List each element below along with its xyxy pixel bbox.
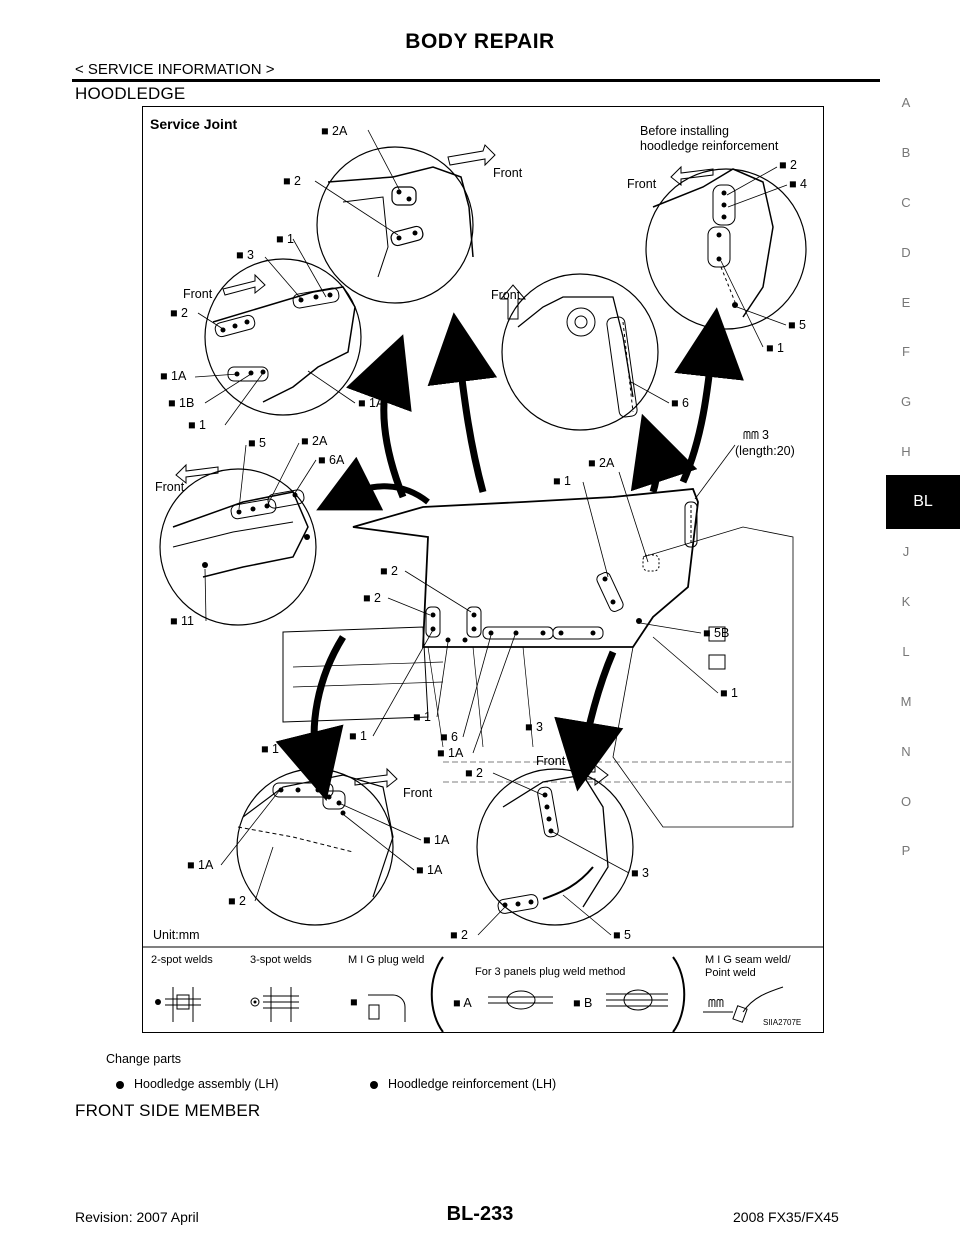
callout-label: ■ 6 [440, 730, 458, 744]
front-label: Front [183, 287, 213, 301]
detail-top-right [627, 124, 807, 355]
front-label: Front [493, 166, 523, 180]
footer-model: 2008 FX35/FX45 [733, 1209, 839, 1225]
bullet-icon [370, 1081, 378, 1089]
callout-label: ■ 11 [170, 614, 195, 628]
section-heading-hoodledge: HOODLEDGE [75, 84, 186, 103]
callout-label: ■ 1A [187, 858, 214, 872]
change-part-item: Hoodledge reinforcement (LH) [370, 1077, 556, 1091]
header-rule [72, 79, 880, 82]
figure-code: SIIA2707E [763, 1018, 802, 1027]
front-label: Front [403, 786, 433, 800]
change-part-item: Hoodledge assembly (LH) [116, 1077, 279, 1091]
figure-title: Service Joint [150, 116, 238, 132]
legend-3-panels: For 3 panels plug weld method [475, 966, 626, 978]
seam-weld-symbol: ᗰᗰ [708, 998, 724, 1010]
callout-label: ■ 1 [276, 232, 294, 246]
section-category: < SERVICE INFORMATION > [75, 61, 275, 78]
front-label: Front [491, 288, 521, 302]
index-tab[interactable]: E [901, 294, 911, 310]
legend-mig-seam: M I G seam weld/ [705, 954, 791, 966]
callout-label: ■ 2A [588, 456, 615, 470]
unit-label: Unit:mm [153, 928, 200, 942]
index-tab[interactable]: O [900, 793, 912, 809]
callout-label: ■ 1A [160, 369, 187, 383]
legend-3-spot: 3-spot welds [250, 954, 312, 966]
detail-left-upper [160, 232, 385, 432]
callout-label: ■ 2 [228, 894, 246, 908]
index-tab[interactable]: K [901, 594, 911, 610]
section-index [886, 78, 933, 876]
callout-label: ■ 1 [261, 742, 279, 756]
index-tab[interactable]: J [902, 544, 910, 560]
plug-weld-symbol: ■ [350, 995, 358, 1009]
callout-label: ■ 1A [437, 746, 464, 760]
callout-label: ■ 2 [779, 158, 797, 172]
callout-label: ■ 1 [766, 341, 784, 355]
callout-label: ■ 2A [321, 124, 348, 138]
detail-middle [491, 274, 689, 430]
callout-label: ■ 2 [363, 591, 381, 605]
index-tab[interactable]: C [901, 194, 911, 210]
front-label: Front [627, 177, 657, 191]
index-tab[interactable]: L [902, 643, 910, 659]
legend-point-weld: Point weld [705, 967, 756, 979]
index-tab[interactable]: N [901, 743, 911, 759]
callout-label: ■ 2 [465, 766, 483, 780]
section-heading-front-side-member: FRONT SIDE MEMBER [75, 1101, 261, 1120]
index-tab[interactable]: H [901, 444, 911, 460]
callout-label: ■ 4 [789, 177, 807, 191]
callout-label: ■ 2 [170, 306, 188, 320]
index-tab[interactable]: M [900, 693, 912, 709]
page-number: BL-233 [446, 1203, 514, 1225]
bullet-icon [116, 1081, 124, 1089]
detail-bottom-left [187, 742, 450, 925]
service-joint-figure [142, 106, 824, 1033]
callout-label: ■ 2A [301, 434, 328, 448]
seam-length: (length:20) [735, 444, 795, 458]
callout-label: ■ 5 [788, 318, 806, 332]
method-a: ■ A [453, 996, 472, 1010]
legend-mig-plug: M I G plug weld [348, 954, 425, 966]
callout-label: ■ 6A [318, 453, 345, 467]
method-b: ■ B [573, 996, 593, 1010]
change-parts-label: Change parts [106, 1052, 182, 1066]
callout-label: ■ 1B [168, 396, 195, 410]
weld-legend [143, 947, 823, 1032]
front-label: Front [536, 754, 566, 768]
index-tab[interactable]: D [901, 244, 911, 260]
index-tab[interactable]: G [900, 394, 912, 410]
callout-label: ■ 1 [553, 474, 571, 488]
callout-label: ■ 3 [236, 248, 254, 262]
callout-label: ■ 1 [413, 710, 431, 724]
detail-left-mid [155, 434, 345, 628]
callout-label: ■ 3 [631, 866, 649, 880]
index-tab[interactable]: B [901, 144, 911, 160]
before-install-note: hoodledge reinforcement [640, 139, 779, 153]
callout-label: ■ 3 [525, 720, 543, 734]
callout-label: ■ 5 [248, 436, 266, 450]
service-joint-diagram [143, 107, 823, 1032]
callout-label: ■ 1 [349, 729, 367, 743]
callout-label: ■ 2 [283, 174, 301, 188]
callout-label: ■ 2 [380, 564, 398, 578]
callout-label: ■ 5 [613, 928, 631, 942]
index-tab[interactable]: F [902, 344, 910, 360]
page-title: BODY REPAIR [405, 30, 555, 53]
callout-label: ■ 2 [450, 928, 468, 942]
callout-label: ■ 1 [720, 686, 738, 700]
callout-label: ■ 1 [188, 418, 206, 432]
detail-top-left [283, 124, 523, 303]
callout-label: ■ 1A [416, 863, 443, 877]
callout-label: ■ 1A [358, 396, 385, 410]
before-install-note: Before installing [640, 124, 729, 138]
footer-revision: Revision: 2007 April [75, 1209, 199, 1225]
callout-label: ■ 5B [703, 626, 730, 640]
index-tab-active[interactable]: BL [886, 475, 960, 529]
callout-label: ■ 6 [671, 396, 689, 410]
seam-label: ᗰᗰ 3 [743, 428, 769, 442]
index-tab[interactable]: P [901, 843, 911, 859]
legend-2-spot: 2-spot welds [151, 954, 213, 966]
index-tab[interactable]: A [901, 95, 911, 110]
front-label: Front [155, 480, 185, 494]
callout-label: ■ 1A [423, 833, 450, 847]
